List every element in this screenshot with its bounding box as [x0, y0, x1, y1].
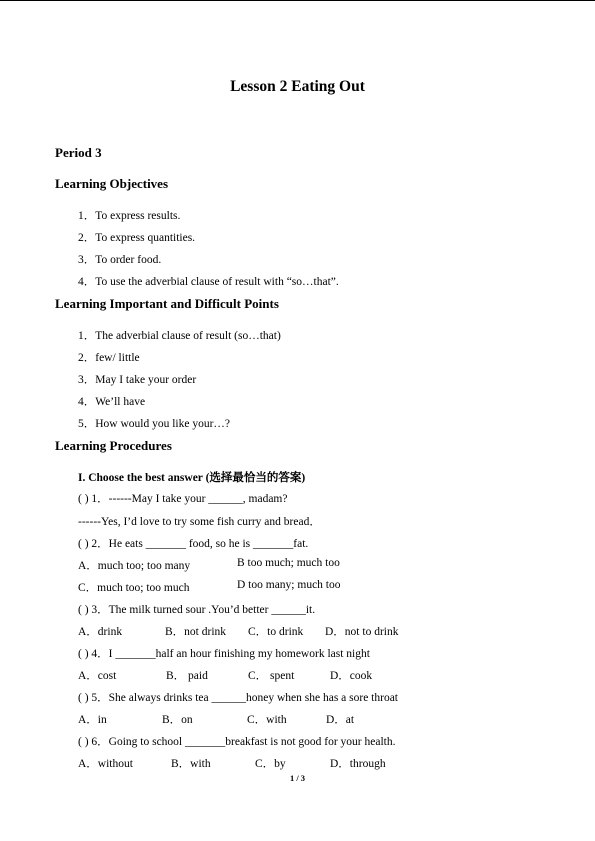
option-a: A．cost — [78, 670, 117, 682]
question-stem: ( ) 3．The milk turned sour .You’d better ______it. — [78, 604, 316, 616]
point-item: 4．We’ll have — [78, 396, 146, 408]
option-c: C．by — [255, 758, 286, 770]
option-c: C．with — [247, 714, 287, 726]
section-title: I. Choose the best answer (选择最恰当的答案) — [78, 472, 306, 484]
point-item: 2．few/ little — [78, 352, 140, 364]
objective-item: 2．To express quantities. — [78, 232, 196, 244]
option-b: B．on — [162, 714, 193, 726]
option-c: C．to drink — [248, 626, 304, 638]
question-stem: ( ) 2．He eats _______ food, so he is _______fat. — [78, 538, 309, 550]
point-item: 5．How would you like your…? — [78, 418, 231, 430]
objective-item: 3．To order food. — [78, 254, 162, 266]
option-d: D．through — [330, 758, 386, 770]
option-a: A．in — [78, 714, 107, 726]
question-stem: ( ) 4．I _______half an hour finishing my homework last night — [78, 648, 370, 660]
option-c: C．much too; too much — [78, 582, 190, 594]
option-c: C． spent — [248, 670, 295, 682]
option-b: B too much; much too — [237, 557, 340, 569]
option-a: A．much too; too many — [78, 560, 191, 572]
option-d: D．not to drink — [325, 626, 399, 638]
question-stem: ( ) 5．She always drinks tea ______honey when she has a sore throat — [78, 692, 399, 704]
period-heading: Period 3 — [55, 145, 102, 160]
question-stem: ( ) 6．Going to school _______breakfast is not good for your health. — [78, 736, 396, 748]
option-d: D．cook — [330, 670, 373, 682]
header-rule — [0, 0, 595, 1]
points-heading: Learning Important and Difficult Points — [55, 296, 279, 311]
point-item: 1．The adverbial clause of result (so…that) — [78, 330, 281, 342]
option-b: B． paid — [166, 670, 208, 682]
document-title: Lesson 2 Eating Out — [230, 78, 365, 95]
option-a: A．without — [78, 758, 133, 770]
option-b: B．not drink — [165, 626, 227, 638]
option-d: D．at — [326, 714, 355, 726]
option-b: B．with — [171, 758, 211, 770]
option-d: D too many; much too — [237, 579, 341, 591]
objectives-heading: Learning Objectives — [55, 176, 169, 191]
question-reply: ------Yes, I’d love to try some fish curry and bread． — [78, 516, 321, 528]
option-a: A．drink — [78, 626, 123, 638]
objective-item: 4．To use the adverbial clause of result with “so…that”. — [78, 276, 339, 288]
point-item: 3．May I take your order — [78, 374, 197, 386]
question-stem: ( ) 1．------May I take your ______, madam? — [78, 493, 288, 505]
page-number: 1 / 3 — [289, 773, 306, 783]
objective-item: 1．To express results. — [78, 210, 181, 222]
procedures-heading: Learning Procedures — [55, 438, 172, 453]
